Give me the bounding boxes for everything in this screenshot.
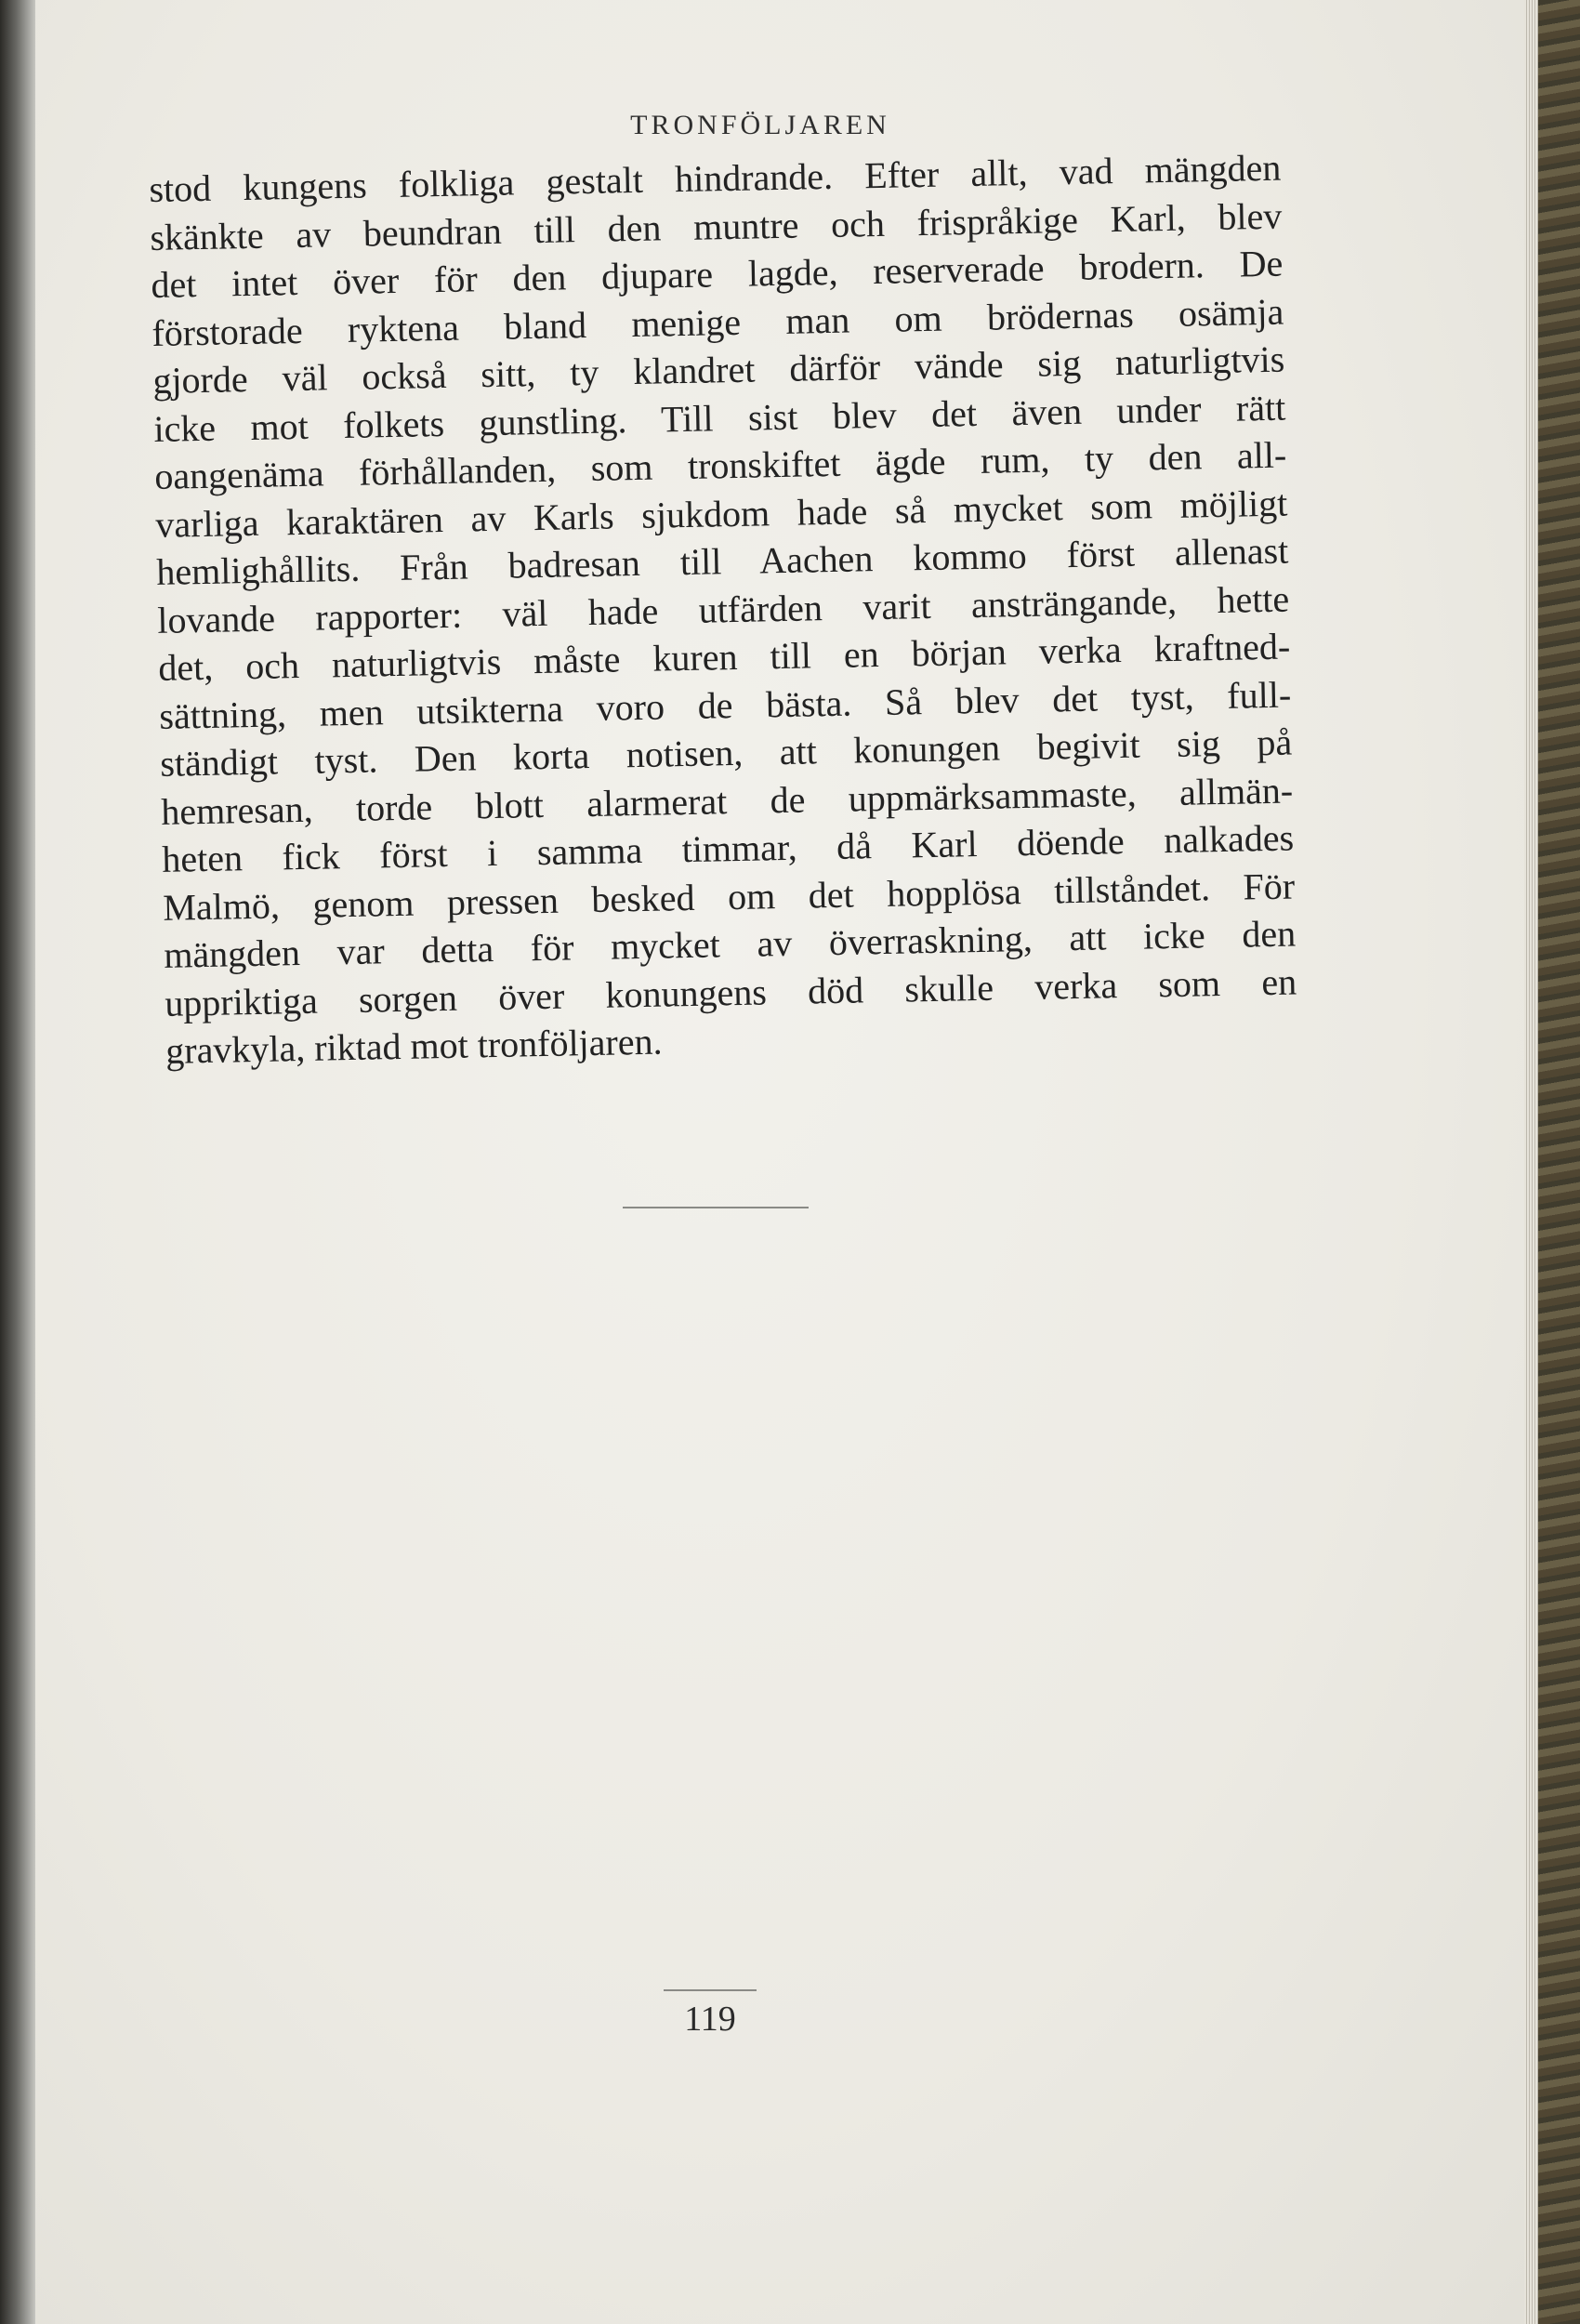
body-text (149, 144, 1298, 1076)
text-line: ständigt tyst. Den korta notisen, att konungen begivit sig på (159, 720, 1293, 785)
text-line-last: gravkyla, riktad mot tronföljaren. (165, 1020, 663, 1072)
page-number: 119 (684, 2000, 736, 2039)
book-cover-edge (1538, 0, 1580, 2324)
text-line: förstorade ryktena bland menige man om brödernas osämja (151, 290, 1284, 354)
text-line: skänkte av beundran till den muntre och frispråkige Karl, blev (150, 194, 1283, 258)
text-line: heten fick först i samma timmar, då Karl döende nalkades (161, 816, 1295, 880)
text-line: gjorde väl också sitt, ty klandret därför vände sig naturligtvis (152, 337, 1285, 402)
book-page (35, 0, 1526, 2324)
text-line: oangenäma förhållanden, som tronskiftet ägde rum, ty den all- (153, 433, 1287, 497)
text-line: Malmö, genom pressen besked om det hopplösa tillståndet. För (162, 864, 1296, 929)
text-line: hemlighållits. Från badresan till Aachen kommo först allenast (155, 529, 1289, 593)
book-gutter-edge (0, 0, 37, 2324)
text-line: hemresan, torde blott alarmerat de uppmärksammaste, allmän- (160, 768, 1294, 833)
text-line: det, och naturligtvis måste kuren till en början verka kraftned- (157, 625, 1291, 689)
text-line: icke mot folkets gunstling. Till sist blev det även under rätt (153, 386, 1286, 450)
text-line: sättning, men utsikterna voro de bästa. Så blev det tyst, full- (158, 673, 1292, 737)
running-head: TRONFÖLJAREN (630, 110, 890, 140)
text-line: varliga karaktären av Karls sjukdom hade så mycket som möjligt (154, 482, 1288, 546)
text-line: lovande rapporter: väl hade utfärden varit ansträngande, hette (156, 577, 1290, 641)
section-divider (623, 1207, 809, 1208)
text-line: mängden var detta för mycket av överraskning, att icke den (163, 912, 1297, 976)
text-line: det intet över för den djupare lagde, reserverade brodern. De (151, 242, 1284, 306)
page-number-rule (664, 1989, 757, 1991)
text-line: uppriktiga sorgen över konungens död skulle verka som en (164, 959, 1297, 1024)
text-line: stod kungens folkliga gestalt hindrande. Efter allt, vad mängden (149, 146, 1282, 210)
